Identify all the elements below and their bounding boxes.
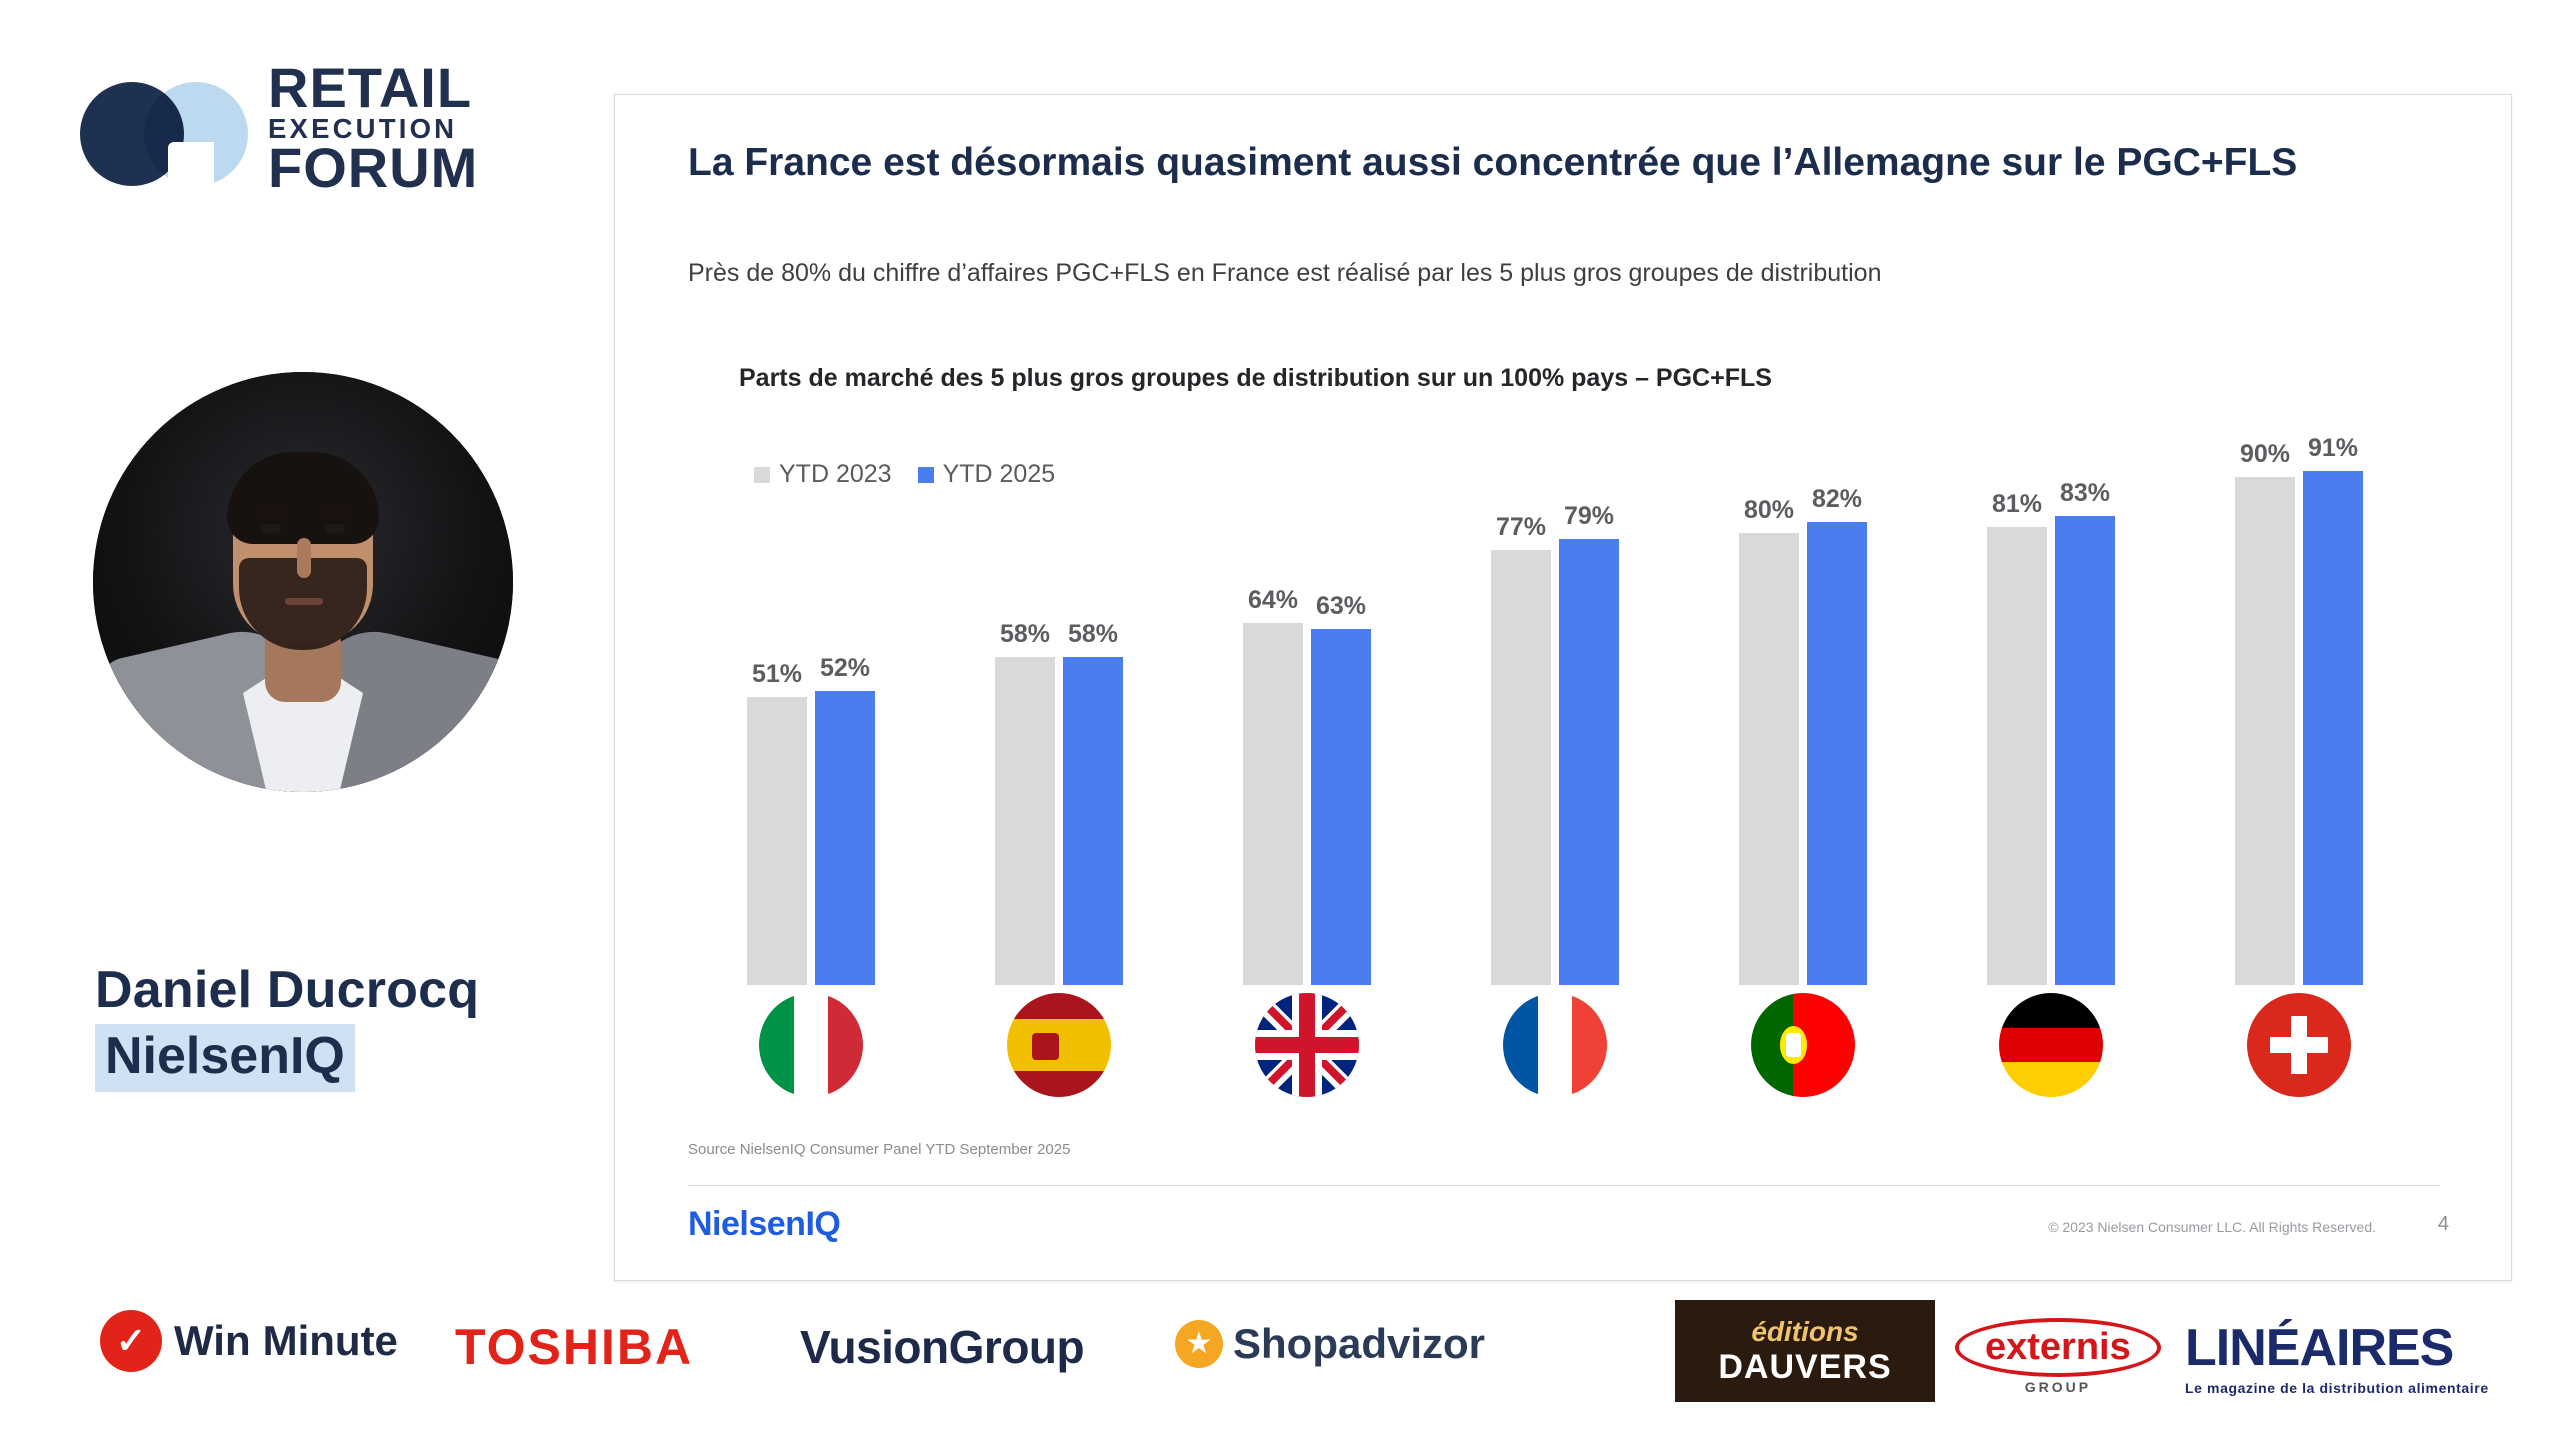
bar-column[interactable] — [747, 345, 807, 985]
legend-label: YTD 2023 — [779, 460, 892, 488]
bar-value-label: 79% — [1563, 501, 1615, 530]
dauvers-line2: DAUVERS — [1718, 1347, 1892, 1386]
bar[interactable] — [995, 657, 1055, 985]
bar[interactable] — [1987, 527, 2047, 985]
bar-group — [1956, 345, 2146, 985]
bar[interactable] — [1491, 550, 1551, 985]
bar[interactable] — [1559, 539, 1619, 985]
flag-italy-icon — [759, 993, 863, 1097]
bar-group-bars — [2204, 345, 2394, 985]
bar[interactable] — [1243, 623, 1303, 985]
bar[interactable] — [1311, 629, 1371, 985]
sponsor-winminute — [100, 1310, 398, 1372]
bar-column[interactable] — [1739, 345, 1799, 985]
externis-label: externis — [1985, 1326, 2131, 1368]
sponsor-toshiba — [455, 1318, 693, 1376]
bar-value-label: 58% — [1067, 620, 1119, 649]
legend-label: YTD 2025 — [942, 460, 1056, 488]
source-note: Source NielsenIQ Consumer Panel YTD September 2025 — [688, 1141, 1071, 1158]
logo-line-1: RETAIL — [268, 56, 473, 119]
bar-group — [1212, 345, 1402, 985]
nielseniq-footer-logo: NielsenIQ — [688, 1205, 841, 1243]
bar[interactable] — [1807, 522, 1867, 985]
bar-group-bars — [1708, 345, 1898, 985]
speaker-name: Daniel Ducrocq — [95, 961, 480, 1019]
flag-germany-icon — [1999, 993, 2103, 1097]
slide-subtitle: Près de 80% du chiffre d’affaires PGC+FLS en France est réalisé par les 5 plus gros groupes de distribution — [688, 259, 1882, 287]
bar[interactable] — [747, 697, 807, 985]
bar-group-bars — [1956, 345, 2146, 985]
bar-value-label: 58% — [999, 620, 1051, 649]
vusion-label: VusionGroup — [800, 1321, 1085, 1373]
avatar — [93, 372, 513, 792]
bar-value-label: 52% — [819, 654, 871, 683]
dauvers-line1: éditions — [1751, 1315, 1859, 1347]
externis-sub: GROUP — [2024, 1379, 2092, 1395]
bar-value-label: 77% — [1495, 512, 1547, 541]
bar-column[interactable] — [815, 345, 875, 985]
footer-divider — [688, 1185, 2440, 1186]
page-title: La France est désormais quasiment aussi concentrée que l’Allemagne sur le PGC+FLS — [688, 141, 2298, 184]
flag-portugal-icon — [1751, 993, 1855, 1097]
winminute-part2: Minute — [262, 1317, 398, 1364]
bar-value-label: 80% — [1743, 496, 1795, 524]
bar[interactable] — [1063, 657, 1123, 985]
bar-group — [1460, 345, 1650, 985]
bar-chart-plot — [688, 345, 2448, 985]
star-icon: ★ — [1175, 1320, 1223, 1368]
bar-value-label: 63% — [1315, 592, 1367, 621]
chart-header: Parts de marché des 5 plus gros groupes de distribution sur un 100% pays – PGC+FLS — [739, 364, 1772, 392]
bar-value-label: 91% — [2307, 433, 2359, 462]
bar-column[interactable] — [1807, 345, 1867, 985]
bar-group — [2204, 345, 2394, 985]
bar-column[interactable] — [995, 345, 1055, 985]
sponsor-bar — [0, 1290, 2560, 1440]
lineaires-sub: Le magazine de la distribution alimentaire — [2185, 1380, 2489, 1396]
sponsor-vusiongroup — [800, 1320, 1084, 1374]
bar-column[interactable] — [1987, 345, 2047, 985]
bar[interactable] — [1739, 533, 1799, 985]
shopadvizor-label: Shopadvizor — [1233, 1320, 1486, 1367]
bar-group — [716, 345, 906, 985]
toshiba-label: TOSHIBA — [455, 1319, 694, 1375]
sponsor-shopadvizor — [1175, 1320, 1485, 1368]
sponsor-externis — [1955, 1318, 2161, 1395]
bar-group — [964, 345, 1154, 985]
bar-column[interactable] — [1559, 345, 1619, 985]
bar-column[interactable] — [1311, 345, 1371, 985]
bar-value-label: 81% — [1991, 490, 2043, 519]
two-overlapping-circles-icon — [72, 76, 262, 196]
sponsor-editions-dauvers — [1675, 1300, 1935, 1402]
retail-execution-forum-logo — [72, 56, 592, 212]
bar-column[interactable] — [1491, 345, 1551, 985]
logo-line-2: EXECUTION — [268, 112, 458, 144]
bar-value-label: 83% — [2059, 479, 2111, 508]
flag-switzerland-icon — [2247, 993, 2351, 1097]
page-number: 4 — [2437, 1213, 2449, 1235]
winminute-part1: Win — [174, 1317, 251, 1364]
bar-group-bars — [964, 345, 1154, 985]
bar-group — [1708, 345, 1898, 985]
bar[interactable] — [815, 691, 875, 985]
bar-group-bars — [716, 345, 906, 985]
bar-group-bars — [1212, 345, 1402, 985]
bar[interactable] — [2303, 471, 2363, 985]
bar-column[interactable] — [2303, 345, 2363, 985]
bar-column[interactable] — [1243, 345, 1303, 985]
flag-uk-icon — [1255, 993, 1359, 1097]
flag-france-icon — [1503, 993, 1607, 1097]
bar-value-label: 51% — [751, 659, 803, 688]
sponsor-lineaires — [2185, 1318, 2489, 1396]
category-flags — [688, 993, 2448, 1113]
bar-column[interactable] — [2235, 345, 2295, 985]
bar[interactable] — [2055, 516, 2115, 985]
logo-line-3: FORUM — [268, 135, 479, 199]
bar-column[interactable] — [2055, 345, 2115, 985]
bar-value-label: 82% — [1811, 484, 1863, 513]
speaker-company: NielsenIQ — [95, 1024, 355, 1092]
bar[interactable] — [2235, 477, 2295, 986]
lineaires-label: LINÉAIRES — [2185, 1319, 2454, 1377]
bar-value-label: 64% — [1247, 586, 1299, 615]
check-badge-icon: ✓ — [100, 1310, 162, 1372]
slide-card — [614, 94, 2512, 1281]
left-panel — [0, 0, 610, 1280]
bar-group-bars — [1460, 345, 1650, 985]
flag-spain-icon — [1007, 993, 1111, 1097]
bar-column[interactable] — [1063, 345, 1123, 985]
bar-value-label: 90% — [2239, 439, 2291, 468]
copyright-text: © 2023 Nielsen Consumer LLC. All Rights Reserved. — [2048, 1219, 2376, 1235]
